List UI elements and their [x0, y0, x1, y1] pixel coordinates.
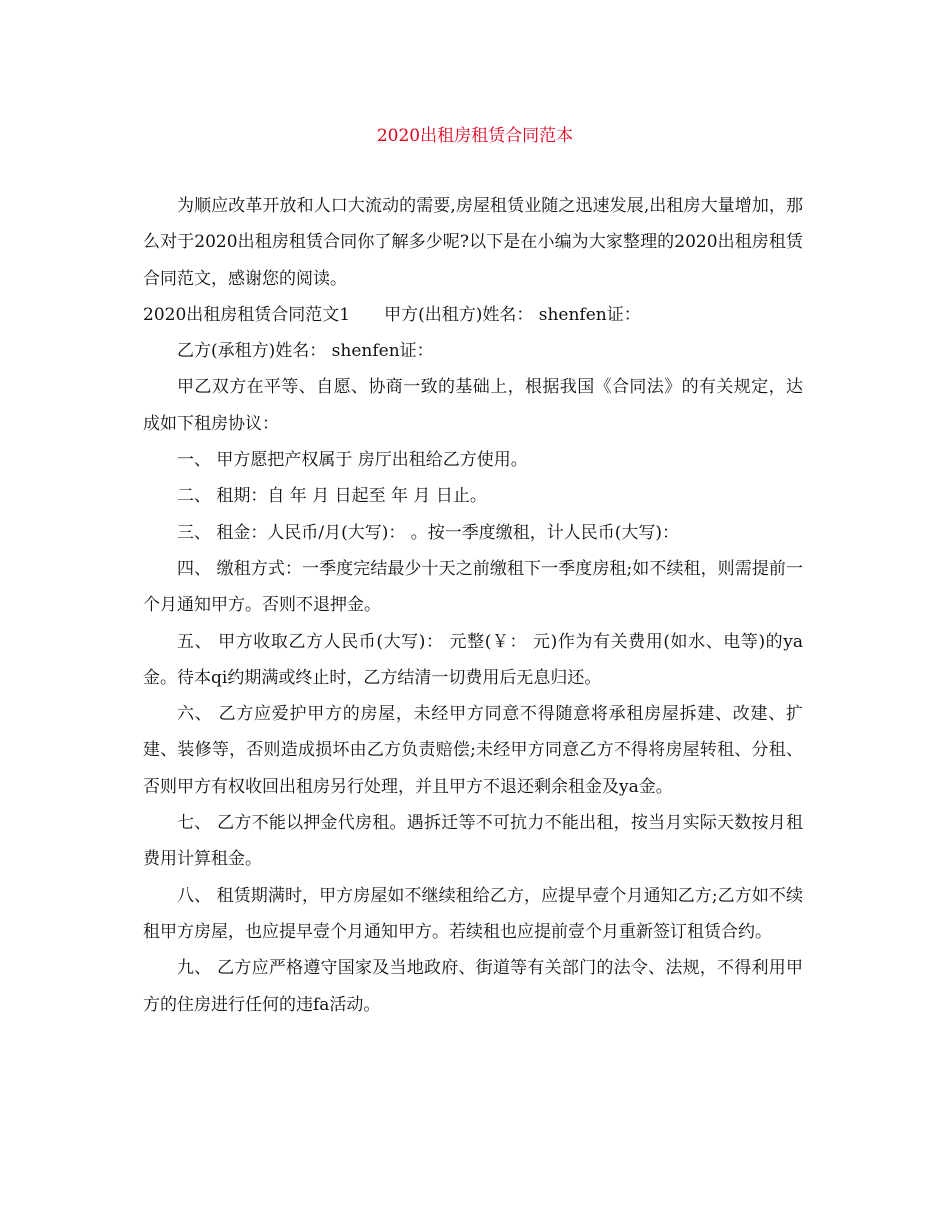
clause-4: 四、 缴租方式：一季度完结最少十天之前缴租下一季度房租;如不续租，则需提前一个月通知甲方。否则不退押金。: [143, 558, 803, 616]
paragraph-intro: 为顺应改革开放和人口大流动的需要,房屋租赁业随之迅速发展,出租房大量增加，那么对于2020出租房租赁合同你了解多少呢?以下是在小编为大家整理的2020出租房租赁合同范文，感谢您的阅读。: [143, 196, 803, 289]
clause-2: 二、 租期：自 年 月 日起至 年 月 日止。: [177, 486, 487, 507]
paragraph-party-b: 乙方(承租方)姓名： shenfen证：: [177, 341, 434, 362]
clause-1: 一、 甲方愿把产权属于 房厅出租给乙方使用。: [177, 450, 528, 471]
clause-9: 九、 乙方应严格遵守国家及当地政府、街道等有关部门的法令、法规，不得利用甲方的住房进行任何的违fa活动。: [143, 958, 803, 1015]
document-body: [143, 188, 803, 1023]
paragraph-contract-heading: 2020出租房租赁合同范文1 甲方(出租方)姓名： shenfen证：: [143, 304, 641, 325]
clause-3: 三、 租金：人民币/月(大写)： 。按一季度缴租，计人民币(大写)：: [177, 522, 680, 543]
paragraph-agreement-basis: 甲乙双方在平等、自愿、协商一致的基础上，根据我国《合同法》的有关规定，达成如下租房协议：: [143, 377, 803, 434]
clause-5: 五、 甲方收取乙方人民币(大写)： 元整(￥： 元)作为有关费用(如水、电等)的ya金。待本qi约期满或终止时，乙方结清一切费用后无息归还。: [143, 631, 803, 688]
clause-8: 八、 租赁期满时，甲方房屋如不继续租给乙方，应提早壹个月通知乙方;乙方如不续租甲方房屋，也应提早壹个月通知甲方。若续租也应提前壹个月重新签订租赁合约。: [143, 885, 803, 942]
clause-6: 六、 乙方应爱护甲方的房屋，未经甲方同意不得随意将承租房屋拆建、改建、扩建、装修等，否则造成损坏由乙方负责赔偿;未经甲方同意乙方不得将房屋转租、分租、否则甲方有权收回出租房另行处理，并且甲方不退还剩余租金及ya金。: [143, 704, 803, 797]
document-title: 2020出租房租赁合同范本: [376, 126, 574, 146]
clause-7: 七、 乙方不能以押金代房租。遇拆迁等不可抗力不能出租，按当月实际天数按月租费用计算租金。: [143, 813, 803, 870]
